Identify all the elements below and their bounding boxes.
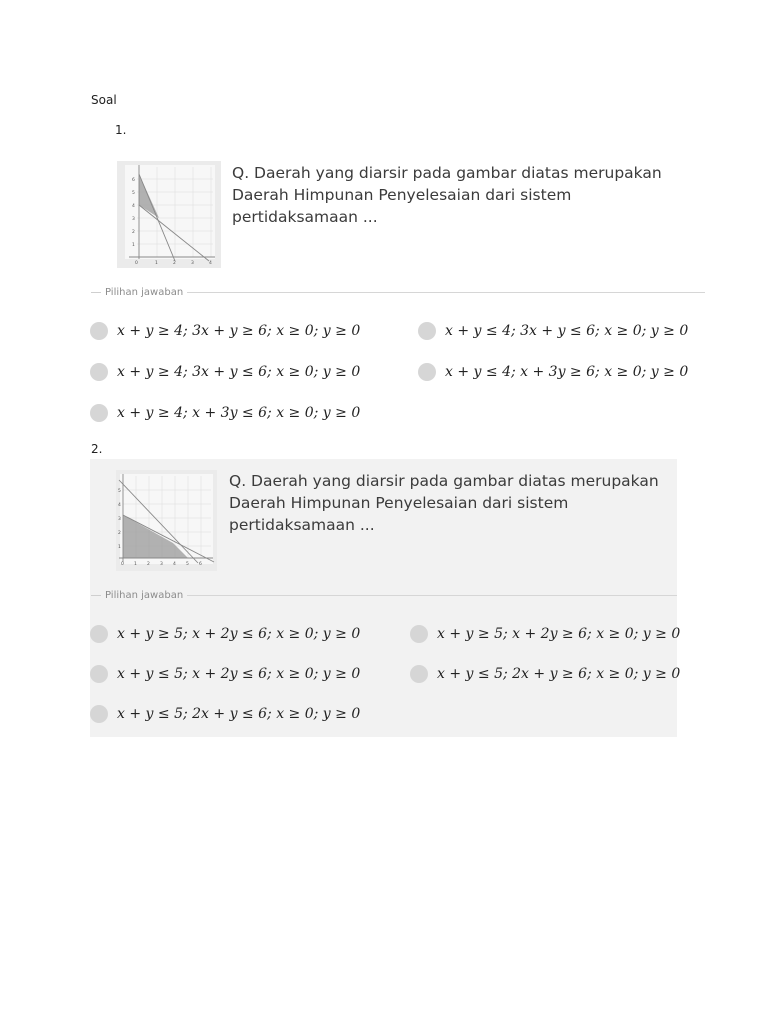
y-tick: 1	[118, 545, 121, 550]
question-graph-image	[117, 161, 221, 268]
y-tick: 4	[132, 204, 135, 209]
option-text: x + y ≥ 5; x + 2y ≤ 6; x ≥ 0; y ≥ 0	[117, 626, 361, 642]
answer-choices-label-text: Pilihan jawaban	[105, 590, 184, 601]
answer-option[interactable]	[90, 322, 360, 340]
x-tick: 0	[135, 261, 138, 266]
answer-choices-label-text: Pilihan jawaban	[105, 287, 184, 298]
answer-choices-label	[91, 287, 705, 298]
x-tick: 5	[186, 562, 189, 567]
answer-choices-label	[91, 590, 677, 601]
radio-button[interactable]	[418, 363, 436, 381]
x-tick: 1	[155, 261, 158, 266]
radio-button[interactable]	[90, 322, 108, 340]
x-tick: 3	[191, 261, 194, 266]
option-text: x + y ≥ 4; 3x + y ≥ 6; x ≥ 0; y ≥ 0	[117, 323, 361, 339]
page-heading: Soal	[91, 93, 117, 107]
y-tick: 3	[118, 517, 121, 522]
option-text: x + y ≥ 4; x + 3y ≤ 6; x ≥ 0; y ≥ 0	[117, 405, 361, 421]
question-number: 2.	[91, 442, 103, 456]
x-tick: 2	[147, 562, 150, 567]
radio-button[interactable]	[90, 625, 108, 643]
radio-button[interactable]	[410, 625, 428, 643]
answer-option[interactable]	[418, 322, 688, 340]
x-tick: 1	[134, 562, 137, 567]
option-text: x + y ≤ 5; x + 2y ≤ 6; x ≥ 0; y ≥ 0	[117, 666, 361, 682]
answer-option[interactable]	[90, 705, 360, 723]
answer-option[interactable]	[90, 625, 360, 643]
option-text: x + y ≤ 4; 3x + y ≤ 6; x ≥ 0; y ≥ 0	[445, 323, 689, 339]
answer-option[interactable]	[410, 665, 680, 683]
answer-option[interactable]	[418, 363, 688, 381]
x-tick: 6	[199, 562, 202, 567]
radio-button[interactable]	[90, 404, 108, 422]
answer-option[interactable]	[90, 404, 360, 422]
option-text: x + y ≥ 4; 3x + y ≤ 6; x ≥ 0; y ≥ 0	[117, 364, 361, 380]
radio-button[interactable]	[90, 363, 108, 381]
y-tick: 2	[118, 531, 121, 536]
y-tick: 5	[132, 191, 135, 196]
x-tick: 0	[121, 562, 124, 567]
question-graph-image	[116, 470, 217, 571]
y-tick: 6	[132, 178, 135, 183]
option-text: x + y ≤ 5; 2x + y ≥ 6; x ≥ 0; y ≥ 0	[437, 666, 681, 682]
question-text: Q. Daerah yang diarsir pada gambar diatas merupakan Daerah Himpunan Penyelesaian dari sistem pertidaksamaan ...	[232, 164, 662, 226]
x-tick: 2	[173, 261, 176, 266]
y-tick: 3	[132, 217, 135, 222]
radio-button[interactable]	[90, 665, 108, 683]
option-text: x + y ≤ 5; 2x + y ≤ 6; x ≥ 0; y ≥ 0	[117, 706, 361, 722]
x-tick: 4	[209, 261, 212, 266]
option-text: x + y ≤ 4; x + 3y ≥ 6; x ≥ 0; y ≥ 0	[445, 364, 689, 380]
answer-option[interactable]	[410, 625, 680, 643]
radio-button[interactable]	[410, 665, 428, 683]
radio-button[interactable]	[418, 322, 436, 340]
answer-option[interactable]	[90, 363, 360, 381]
question-number: 1.	[115, 123, 127, 137]
y-tick: 4	[118, 503, 121, 508]
radio-button[interactable]	[90, 705, 108, 723]
option-text: x + y ≥ 5; x + 2y ≥ 6; x ≥ 0; y ≥ 0	[437, 626, 681, 642]
y-tick: 1	[132, 243, 135, 248]
y-tick: 5	[118, 489, 121, 494]
x-tick: 4	[173, 562, 176, 567]
answer-option[interactable]	[90, 665, 360, 683]
y-tick: 2	[132, 230, 135, 235]
question-text: Q. Daerah yang diarsir pada gambar diatas merupakan Daerah Himpunan Penyelesaian dari sistem pertidaksamaan ...	[229, 472, 659, 534]
x-tick: 3	[160, 562, 163, 567]
